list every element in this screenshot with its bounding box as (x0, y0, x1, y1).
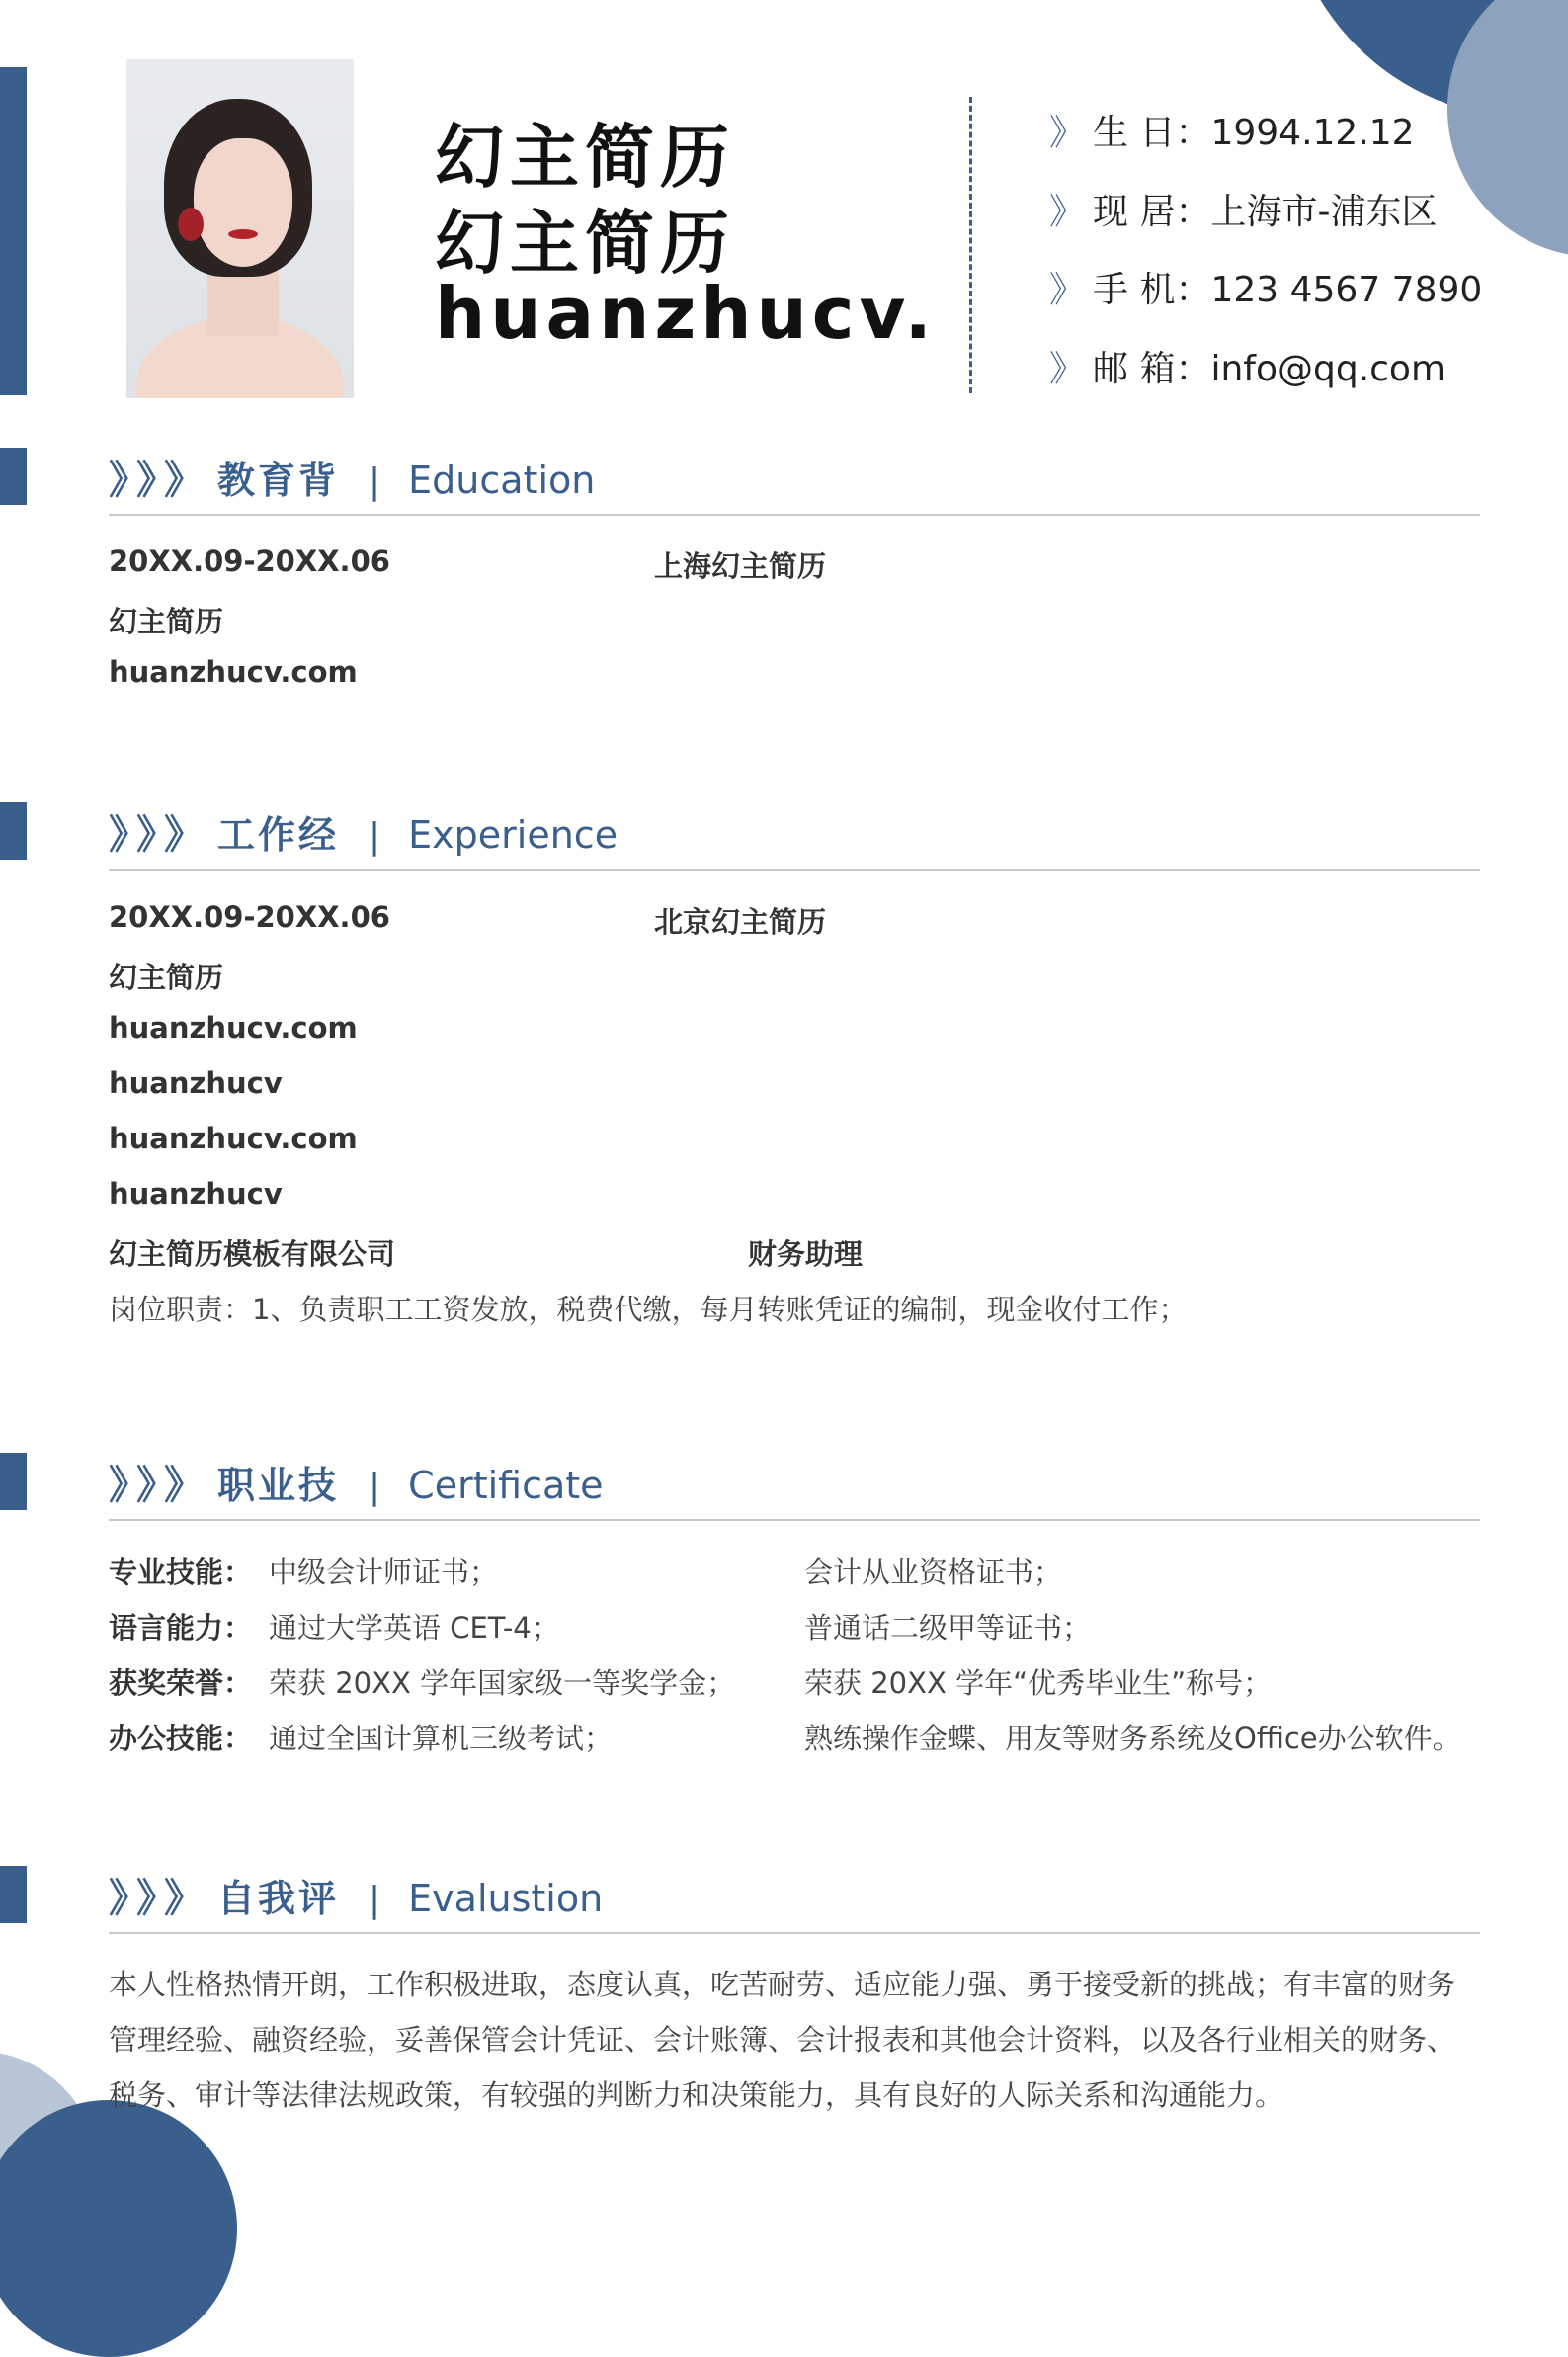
info-phone (1049, 262, 1482, 312)
chevron-icon: 》 (1049, 192, 1086, 232)
edge-bar-header (0, 67, 27, 395)
resume-title-line-1: 幻主简历 (435, 117, 735, 198)
section-header-evaluation (109, 1867, 603, 1926)
experience-line: huanzhucv (109, 1177, 283, 1211)
edge-bar-certificate (0, 1453, 27, 1510)
experience-company: 幻主简历模板有限公司 (109, 1237, 396, 1271)
info-value: 1994.12.12 (1210, 113, 1415, 153)
section-header-education (109, 449, 595, 508)
section-rule (109, 1932, 1480, 1934)
cert-value: 荣获 20XX 学年“优秀毕业生”称号； (804, 1666, 1273, 1700)
info-birthday (1049, 105, 1415, 155)
experience-line: 幻主简历 (109, 961, 224, 994)
chevrons-icon: 》》》 (109, 1876, 211, 1921)
section-title-en: Education (408, 459, 596, 502)
cert-label: 办公技能： (109, 1722, 253, 1755)
edge-bar-education (0, 448, 27, 505)
cert-value: 通过大学英语 CET-4； (269, 1611, 560, 1644)
section-divider: | (369, 1880, 381, 1920)
info-label: 手 机： (1093, 270, 1211, 310)
info-email (1049, 341, 1445, 391)
chevrons-icon: 》》》 (109, 458, 211, 503)
section-title-cn: 工作经 (217, 813, 340, 857)
chevrons-icon: 》》》 (109, 1463, 211, 1508)
experience-date: 20XX.09-20XX.06 (109, 900, 390, 934)
cert-value: 会计从业资格证书； (804, 1556, 1063, 1589)
experience-duty: 岗位职责：1、负责职工工资发放，税费代缴，每月转账凭证的编制，现金收付工作； (109, 1293, 1188, 1326)
section-rule (109, 1519, 1480, 1521)
experience-line: huanzhucv.com (109, 1011, 358, 1045)
section-divider: | (369, 1467, 381, 1507)
section-header-experience (109, 803, 618, 863)
cert-label: 获奖荣誉： (109, 1666, 253, 1700)
education-date: 20XX.09-20XX.06 (109, 545, 390, 578)
chevron-icon: 》 (1049, 349, 1086, 389)
cert-value: 普通话二级甲等证书； (804, 1611, 1092, 1644)
header-dashed-divider (969, 97, 972, 393)
section-title-cn: 教育背 (217, 459, 340, 502)
resume-title-line-3: huanzhucv. (435, 272, 937, 355)
education-school: 上海幻主简历 (654, 549, 827, 583)
info-label: 生 日： (1093, 113, 1211, 153)
section-title-en: Certificate (408, 1464, 604, 1507)
info-value: info@qq.com (1210, 349, 1446, 389)
chevron-icon: 》 (1049, 113, 1086, 153)
edge-bar-evaluation (0, 1866, 27, 1923)
experience-line: huanzhucv (109, 1066, 283, 1100)
chevron-icon: 》 (1049, 270, 1086, 310)
info-label: 现 居： (1093, 192, 1211, 232)
experience-line: huanzhucv.com (109, 1122, 358, 1155)
info-value: 123 4567 7890 (1210, 270, 1483, 310)
education-line: huanzhucv.com (109, 655, 358, 689)
section-divider: | (369, 816, 381, 857)
section-title-cn: 职业技 (217, 1464, 340, 1507)
evaluation-line: 管理经验、融资经验，妥善保管会计凭证、会计账簿、会计报表和其他会计资料，以及各行业相关的财务、 (109, 2023, 1456, 2057)
evaluation-line: 本人性格热情开朗，工作积极进取，态度认真，吃苦耐劳、适应能力强、勇于接受新的挑战；有丰富的财务 (109, 1968, 1456, 2001)
section-title-cn: 自我评 (217, 1877, 340, 1920)
section-title-en: Evalustion (408, 1877, 604, 1920)
info-residence (1049, 184, 1437, 234)
section-rule (109, 869, 1480, 871)
experience-company-top: 北京幻主简历 (654, 905, 827, 939)
cert-value: 荣获 20XX 学年国家级一等奖学金； (269, 1666, 736, 1700)
evaluation-line: 税务、审计等法律法规政策，有较强的判断力和决策能力，具有良好的人际关系和沟通能力。 (109, 2078, 1284, 2112)
cert-label: 语言能力： (109, 1611, 253, 1644)
cert-label: 专业技能： (109, 1556, 253, 1589)
decorative-circle-top-right-light (1447, 0, 1568, 257)
cert-value: 通过全国计算机三级考试； (269, 1722, 614, 1755)
info-label: 邮 箱： (1093, 349, 1211, 389)
decorative-circle-bottom-left (0, 2100, 237, 2357)
edge-bar-experience (0, 802, 27, 860)
resume-title-line-2: 幻主简历 (435, 203, 735, 284)
info-value: 上海市-浦东区 (1210, 192, 1438, 232)
section-header-certificate (109, 1454, 604, 1513)
chevrons-icon: 》》》 (109, 812, 211, 858)
profile-photo (126, 59, 354, 398)
section-divider: | (369, 462, 381, 502)
section-rule (109, 514, 1480, 516)
education-line: 幻主简历 (109, 605, 224, 638)
section-title-en: Experience (408, 813, 619, 857)
cert-value: 熟练操作金蝶、用友等财务系统及Office办公软件。 (804, 1722, 1461, 1755)
experience-position: 财务助理 (748, 1237, 864, 1271)
cert-value: 中级会计师证书； (269, 1556, 499, 1589)
